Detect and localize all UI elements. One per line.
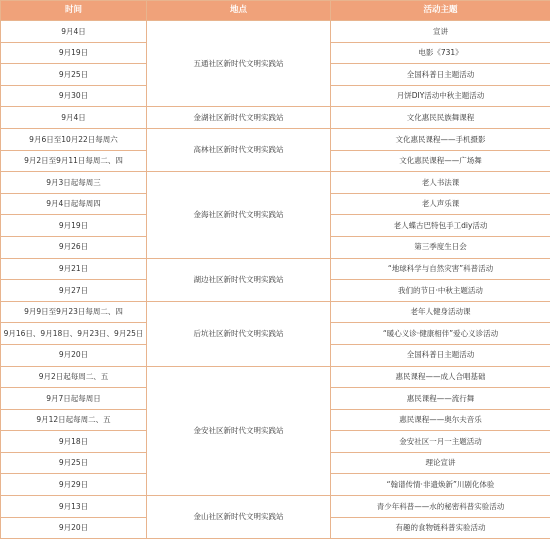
time-cell: 9月26日 [1,236,147,258]
theme-cell: 青少年科普——水的秘密科普实验活动 [331,496,550,518]
header-theme: 活动主题 [331,1,550,21]
location-cell: 后坑社区新时代文明实践站 [147,301,331,366]
table-row [1,172,550,194]
theme-cell: 月饼DIY活动中秋主题活动 [331,85,550,107]
theme-cell: 全国科普日主题活动 [331,344,550,366]
time-cell: 9月20日 [1,517,147,539]
theme-cell: 文化惠民民族舞课程 [331,107,550,129]
table-row [1,128,550,150]
table-body [1,21,550,539]
time-cell: 9月16日、9月18日、9月23日、9月25日 [1,323,147,345]
time-cell: 9月19日 [1,215,147,237]
time-cell: 9月20日 [1,344,147,366]
table-row [1,301,550,323]
theme-cell: 全国科普日主题活动 [331,64,550,86]
time-cell: 9月3日起每周三 [1,172,147,194]
header-location: 地点 [147,1,331,21]
theme-cell: 有趣的食物链科普实验活动 [331,517,550,539]
theme-cell: “翰谱传情·非遗焕新”川剧化体验 [331,474,550,496]
theme-cell: 我们的节日·中秋主题活动 [331,280,550,302]
theme-cell: 理论宣讲 [331,452,550,474]
time-cell: 9月29日 [1,474,147,496]
time-cell: 9月25日 [1,64,147,86]
location-cell: 金安社区新时代文明实践站 [147,366,331,496]
table-header [1,1,550,21]
time-cell: 9月2日至9月11日每周二、四 [1,150,147,172]
time-cell: 9月7日起每周日 [1,388,147,410]
table-row [1,258,550,280]
location-cell: 金海社区新时代文明实践站 [147,172,331,258]
table-row [1,366,550,388]
theme-cell: 宣讲 [331,21,550,43]
time-cell: 9月4日起每周四 [1,193,147,215]
location-cell: 金湖社区新时代文明实践站 [147,107,331,129]
theme-cell: 老人蝶古巴特包手工diy活动 [331,215,550,237]
theme-cell: 金安社区一月一主题活动 [331,431,550,453]
header-row [1,1,550,21]
time-cell: 9月21日 [1,258,147,280]
location-cell: 湖边社区新时代文明实践站 [147,258,331,301]
location-cell: 五通社区新时代文明实践站 [147,21,331,107]
theme-cell: “暖心义诊·健康相伴”爱心义诊活动 [331,323,550,345]
location-cell: 高林社区新时代文明实践站 [147,128,331,171]
time-cell: 9月13日 [1,496,147,518]
theme-cell: 电影《731》 [331,42,550,64]
theme-cell: 老人声乐课 [331,193,550,215]
time-cell: 9月6日至10月22日每周六 [1,128,147,150]
time-cell: 9月9日至9月23日每周二、四 [1,301,147,323]
time-cell: 9月30日 [1,85,147,107]
table-row [1,21,550,43]
time-cell: 9月25日 [1,452,147,474]
table-row [1,107,550,129]
time-cell: 9月27日 [1,280,147,302]
time-cell: 9月19日 [1,42,147,64]
time-cell: 9月4日 [1,21,147,43]
theme-cell: 文化惠民课程——广场舞 [331,150,550,172]
time-cell: 9月4日 [1,107,147,129]
table-row [1,496,550,518]
theme-cell: 文化惠民课程——手机摄影 [331,128,550,150]
time-cell: 9月12日起每周二、五 [1,409,147,431]
location-cell: 金山社区新时代文明实践站 [147,496,331,539]
theme-cell: 惠民课程——流行舞 [331,388,550,410]
theme-cell: “地球科学与自然灾害”科普活动 [331,258,550,280]
theme-cell: 惠民课程——奥尔夫音乐 [331,409,550,431]
time-cell: 9月2日起每周二、五 [1,366,147,388]
header-time: 时间 [1,1,147,21]
time-cell: 9月18日 [1,431,147,453]
theme-cell: 惠民课程——成人合唱基础 [331,366,550,388]
theme-cell: 老人书法课 [331,172,550,194]
theme-cell: 老年人健身活动课 [331,301,550,323]
theme-cell: 第三季度生日会 [331,236,550,258]
